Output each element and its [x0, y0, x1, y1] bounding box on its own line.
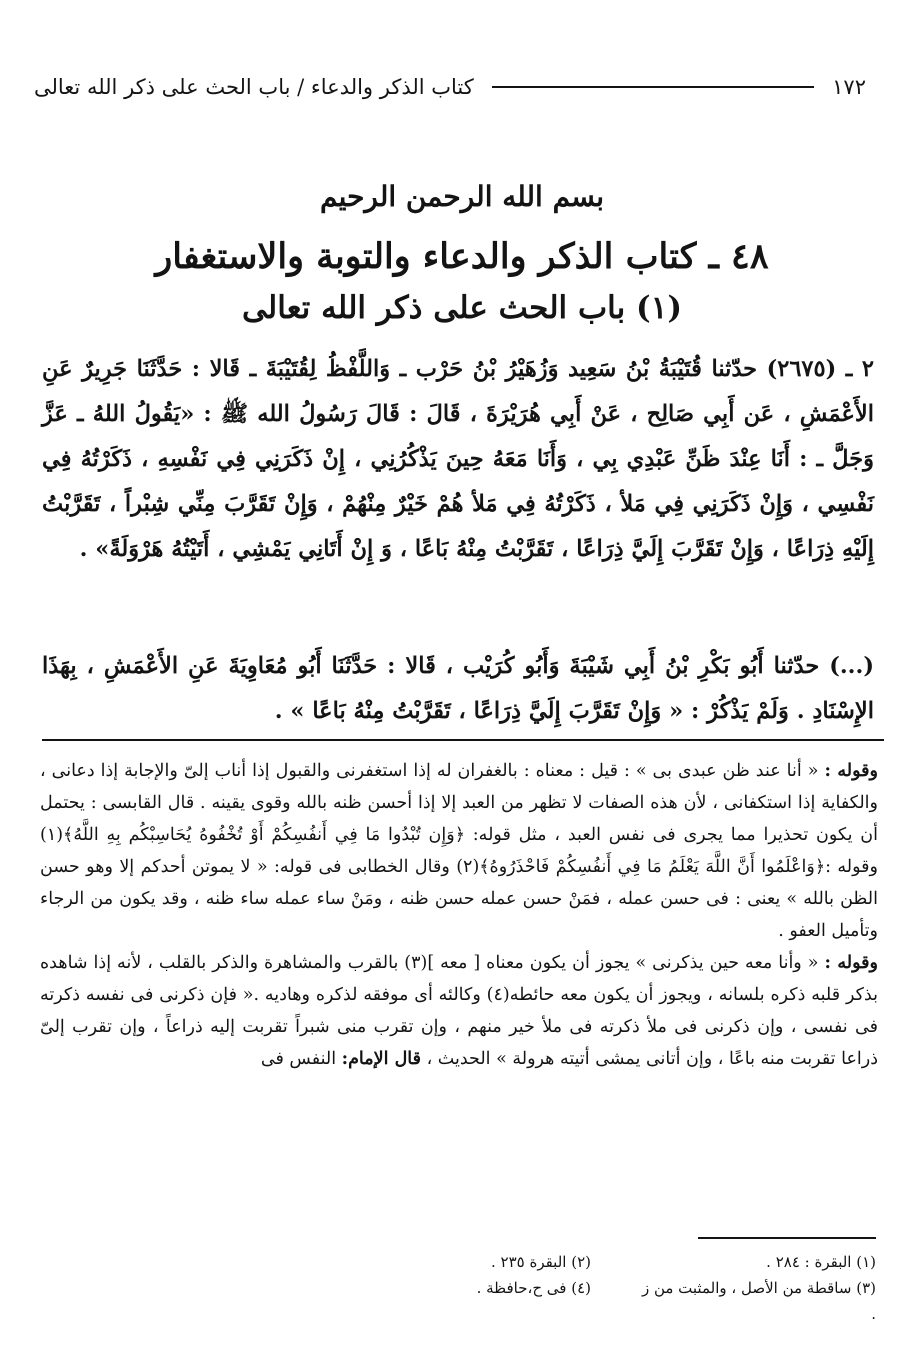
commentary-paragraph: [40, 755, 878, 947]
hadith-main-text: ٢ ـ (٢٦٧٥) حدّثنا قُتَيْبَةُ بْنُ سَعِيد وَزُهَيْرُ بْنُ حَرْب ـ وَاللَّفْظُ لِقُتَيْبَةَ ـ قَالا : حَدَّثَنَا جَرِيرٌ عَنِ الأَعْمَشِ ، عَن أَبِي صَالِح ، عَنْ أَبِي هُرَيْرَةَ ، قَالَ : قَالَ رَسُولُ الله ﷺ : «يَقُولُ اللهُ ـ عَزَّ وَجَلَّ ـ : أَنَا عِنْدَ ظَنِّ عَبْدِي بِي ، وَأَنَا مَعَهُ حِينَ يَذْكُرُنِي ، إِنْ ذَكَرَنِي فِي نَفْسِهِ ، ذَكَرْتُهُ فِي نَفْسِي ، وَإِنْ ذَكَرَنِي فِي مَلأ ، ذَكَرْتُهُ فِي مَلأ هُمْ خَيْرٌ مِنْهُمْ ، وَإِنْ تَقَرَّبَ مِنِّي شِبْراً ، تَقَرَّبْتُ إِلَيْهِ ذِرَاعًا ، وَإِنْ تَقَرَّبَ إِلَيَّ ذِرَاعًا ، تَقَرَّبْتُ مِنْهُ بَاعًا ، وَ إِنْ أَتَانِي يَمْشِي ، أَتَيْتُهُ هَرْوَلَةً» .: [42, 356, 874, 562]
footnote-rule: [698, 1237, 876, 1239]
hadith-main: [42, 347, 874, 572]
commentary-paragraph: [40, 947, 878, 1075]
text-divider: [42, 739, 884, 741]
basmala: بسم الله الرحمن الرحيم: [320, 180, 604, 213]
footnote: (٢) البقرة ٢٣٥ .: [490, 1253, 591, 1271]
running-head: [34, 70, 866, 104]
footnote: (١) البقرة : ٢٨٤ .: [766, 1253, 876, 1271]
commentary-text: « أنا عند ظن عبدى بى » : قيل : معناه : بالغفران له إذا استغفرنى والقبول إذا أناب إلىّ والإجابة إذا دعانى ، والكفاية إذا استكفانى ، لأن هذه الصفات لا تظهر من العبد إلا إذا أحسن ظنه بالله وقوى يقينه . قال القابسى : يحتمل أن يكون تحذيرا مما يجرى فى نفس العبد ، مثل قوله: ﴿وَإِن تُبْدُوا مَا فِي أَنفُسِكُمْ أَوْ تُخْفُوهُ يُحَاسِبْكُم بِهِ اللَّهُ﴾(١) وقوله :﴿وَاعْلَمُوا أَنَّ اللَّهَ يَعْلَمُ مَا فِي أَنفُسِكُمْ فَاحْذَرُوهُ﴾(٢) وقال الخطابى فى قوله: « لا يموتن أحدكم إلا وهو حسن الظن بالله » يعنى : فى حسن عمله ، فمَنْ حسن عمله حسن ظنه ، ومَنْ ساء عمله ساء ظنه ، وقد يكون من الرجاء وتأميل العفو .: [40, 761, 878, 941]
page-number: ١٧٢: [832, 75, 866, 99]
commentary-lead-imam: قال الإمام:: [341, 1049, 421, 1069]
hadith-second-text: (...) حدّثنا أَبُو بَكْرِ بْنُ أَبِي شَيْبَةَ وَأَبُو كُرَيْب ، قَالا : حَدَّثَنَا أَبُو مُعَاوِيَةَ عَنِ الأَعْمَشِ ، بِهَذَا الإِسْنَادِ . وَلَمْ يَذْكُرْ : « وَإِنْ تَقَرَّبَ إِلَيَّ ذِرَاعًا ، تَقَرَّبْتُ مِنْهُ بَاعًا » .: [42, 653, 874, 724]
commentary-lead: وقوله :: [824, 953, 878, 973]
commentary: [40, 755, 878, 1075]
footnote: (٣) ساقطة من الأصل ، والمثبت من ز .: [641, 1279, 876, 1323]
footnotes: [356, 1249, 876, 1327]
chapter-title: (١) باب الحث على ذكر الله تعالى: [241, 290, 683, 326]
commentary-text-end: النفس فى: [260, 1049, 337, 1069]
footnote: (٤) فى ح،حافظة .: [476, 1279, 591, 1297]
header-rule: [492, 86, 814, 88]
commentary-text: « وأنا معه حين يذكرنى » يجوز أن يكون معناه [ معه ](٣) بالقرب والمشاهرة والذكر بالقلب ، لأنه إذا شاهده بذكر قلبه ذكره بلسانه ، ويجوز أن يكون معه حائطه(٤) وكالئه أى موفقه لذكره وهاديه .« فإن ذكرنى فى نفسه ذكرته فى نفسى ، وإن ذكرنى فى ملأ ذكرته فى ملأ خير منهم ، وإن تقرب منى شبراً تقربت إليه ذراعاً ، وإن تقرب إلىّ ذراعا تقربت منه باعًا ، وإن أتانى يمشى أتيته هرولة » الحديث ،: [40, 953, 878, 1069]
commentary-lead: وقوله :: [824, 761, 878, 781]
running-title: كتاب الذكر والدعاء / باب الحث على ذكر الله تعالى: [34, 75, 474, 99]
hadith-second: [42, 644, 874, 734]
book-title: ٤٨ ـ كتاب الذكر والدعاء والتوبة والاستغفار: [155, 236, 769, 277]
